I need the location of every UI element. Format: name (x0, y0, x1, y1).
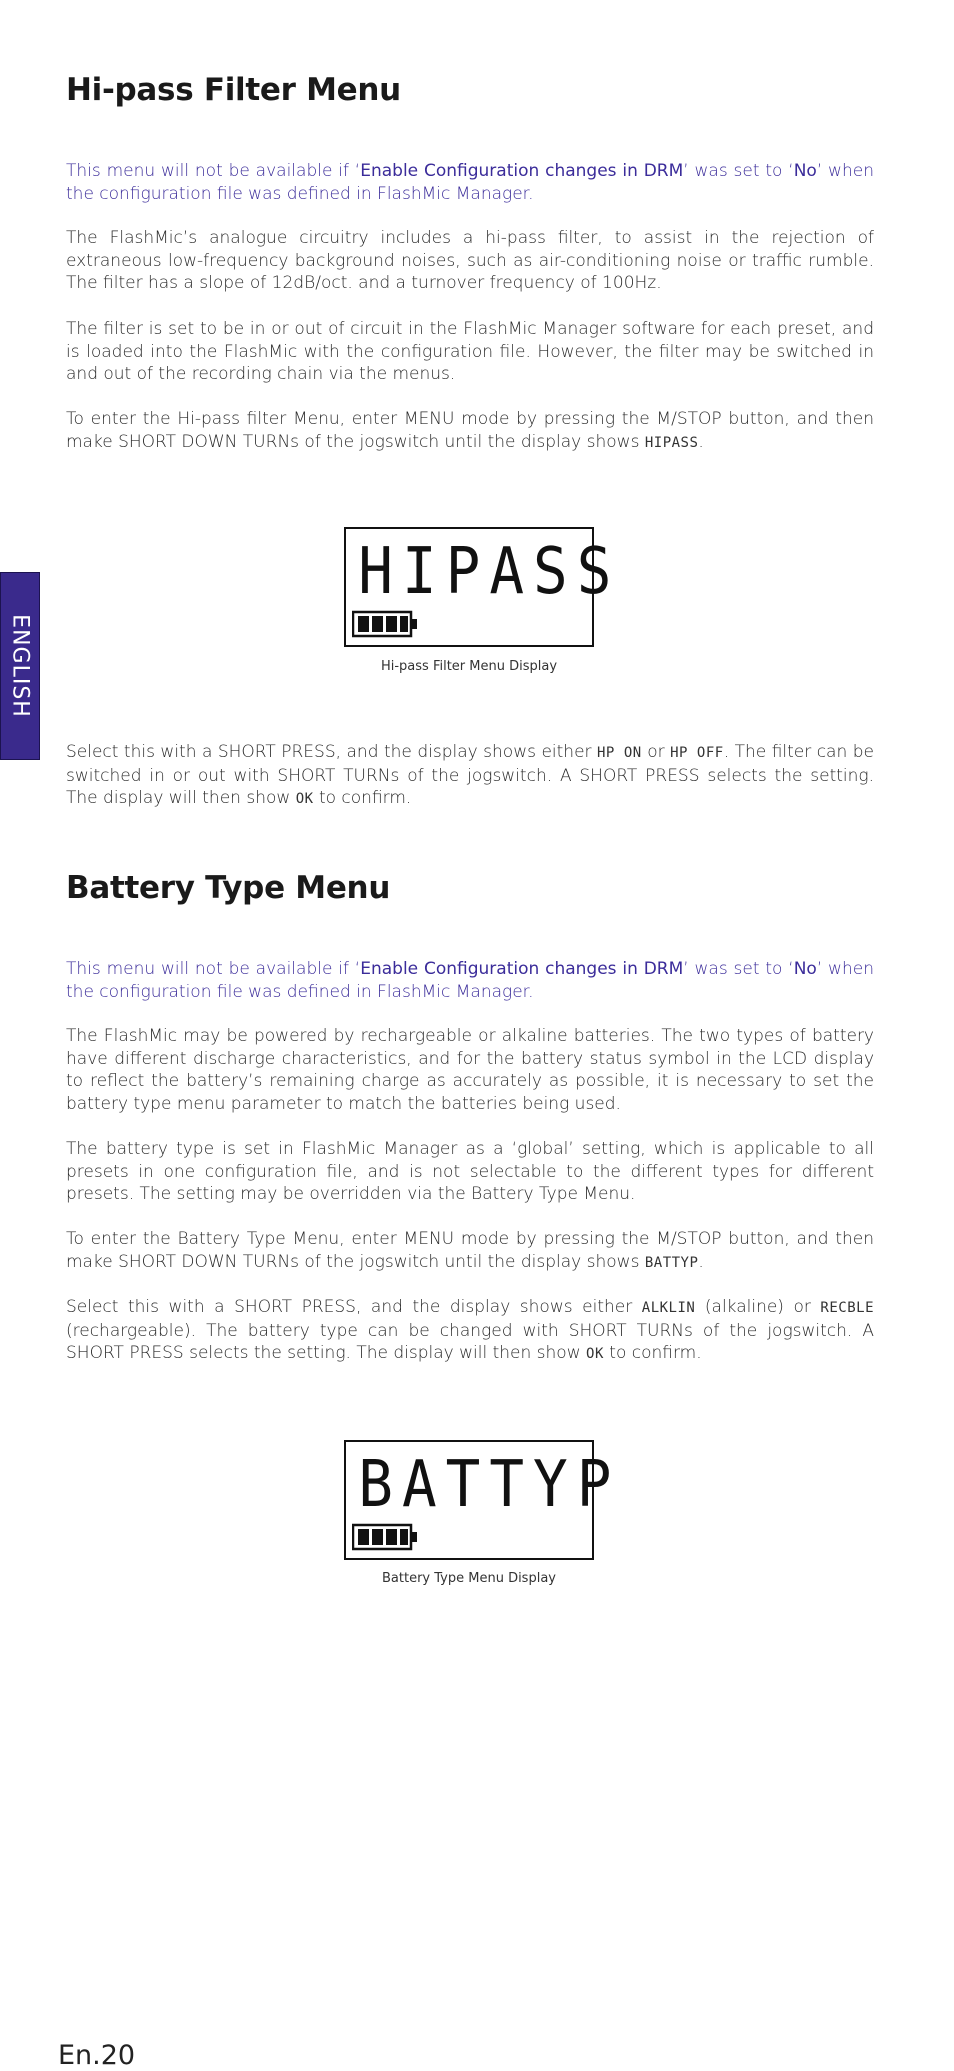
hipass-availability-note (66, 160, 874, 205)
battery-title: Battery Type Menu (66, 870, 391, 906)
lcd-inline-text: RECBLE (820, 1300, 874, 1316)
battery-paragraph-4 (66, 1296, 874, 1366)
battery-lcd-display (344, 1440, 621, 1560)
hipass-paragraph-4 (66, 741, 874, 811)
battery-paragraph-3 (66, 1228, 874, 1274)
paragraph-text: to confirm. (313, 788, 412, 808)
hipass-display-caption: Hi-pass Filter Menu Display (380, 659, 558, 674)
lcd-display-text: BATTYP (358, 1448, 621, 1522)
note-setting-value: No (793, 959, 817, 979)
hipass-title: Hi-pass Filter Menu (66, 72, 401, 108)
lcd-inline-text: HP OFF (670, 745, 724, 761)
battery-paragraph-1: The FlashMic may be powered by rechargeable or alkaline batteries. The two types of battery have different discharge characteristics, and for the battery status symbol in the LCD display to reflect the battery’s remaining charge as accurately as possible, it is necessary to set the battery type menu parameter to match the batteries being used. (66, 1026, 874, 1114)
lcd-display-text: HIPASS (358, 535, 621, 609)
paragraph-text: . (698, 431, 704, 452)
hipass-lcd-display (344, 527, 621, 647)
lcd-inline-text: BATTYP (644, 1254, 699, 1271)
language-tab-label: ENGLISH (7, 614, 33, 718)
note-text: ’ was set to ‘ (683, 959, 794, 979)
note-text: ’ when the configuration file was defined in FlashMic Manager. (66, 161, 874, 204)
paragraph-text: To enter the Hi-pass filter Menu, enter MENU mode by pressing the M/STOP button, and then make SHORT DOWN TURNs of the jogswitch until the display shows (66, 409, 874, 452)
lcd-inline-text: OK (586, 1346, 604, 1362)
lcd-inline-text: HIPASS (644, 434, 699, 451)
note-setting-name: Enable Configuration changes in DRM (360, 959, 684, 979)
paragraph-text: (rechargeable). The battery type can be changed with SHORT TURNs of the jogswitch. A SHORT PRESS selects the setting. The display will then show (66, 1320, 874, 1363)
lcd-inline-text: HP ON (597, 745, 642, 761)
page-number: En.20 (58, 2040, 136, 2071)
paragraph-text: . The filter can be switched in or out with SHORT TURNs of the jogswitch. A SHORT PRESS selects the setting. The display will then show (66, 742, 874, 808)
paragraph-text: to confirm. (603, 1343, 702, 1363)
paragraph-text: (alkaline) or (695, 1297, 821, 1317)
paragraph-text: or (641, 742, 671, 762)
battery-paragraph-2: The battery type is set in FlashMic Manager as a ‘global’ setting, which is applicable to all presets in one configuration file, and is not selectable to the different types for different presets. The setting may be overridden via the Battery Type Menu. (66, 1139, 874, 1204)
paragraph-text: To enter the Battery Type Menu, enter MENU mode by pressing the M/STOP button, and then make SHORT DOWN TURNs of the jogswitch until the display shows (66, 1229, 874, 1272)
paragraph-text: Select this with a SHORT PRESS, and the display shows either (66, 1297, 642, 1317)
language-tab[interactable] (0, 572, 40, 760)
note-setting-value: No (793, 161, 817, 181)
note-text: This menu will not be available if ‘ (66, 959, 361, 979)
hipass-paragraph-2: The filter is set to be in or out of circuit in the FlashMic Manager software for each preset, and is loaded into the FlashMic with the configuration file. However, the filter may be switched in and out of the recording chain via the menus. (66, 319, 874, 384)
hipass-paragraph-1: The FlashMic’s analogue circuitry includes a hi-pass filter, to assist in the rejection of extraneous low-frequency background noises, such as air-conditioning noise or traffic rumble. The filter has a slope of 12dB/oct. and a turnover frequency of 100Hz. (66, 228, 874, 293)
note-text: This menu will not be available if ‘ (66, 161, 361, 181)
paragraph-text: Select this with a SHORT PRESS, and the display shows either (66, 742, 597, 762)
battery-icon (352, 1522, 420, 1552)
lcd-inline-text: ALKLIN (641, 1300, 696, 1316)
lcd-inline-text: OK (295, 791, 314, 807)
note-text: ’ when the configuration file was defined in FlashMic Manager. (66, 959, 874, 1002)
paragraph-text: . (698, 1251, 704, 1272)
battery-icon (352, 609, 420, 639)
hipass-paragraph-3 (66, 408, 874, 454)
note-setting-name: Enable Configuration changes in DRM (360, 161, 684, 181)
note-text: ’ was set to ‘ (683, 161, 794, 181)
battery-availability-note (66, 958, 874, 1003)
battery-display-caption: Battery Type Menu Display (382, 1571, 556, 1586)
